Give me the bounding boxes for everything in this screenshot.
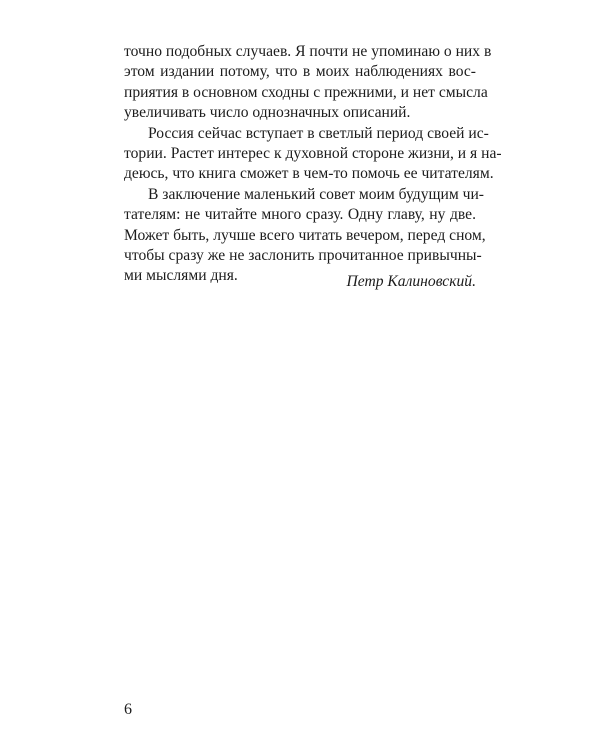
page-number: 6 (124, 701, 132, 718)
text-line: этом издании потому, что в моих наблюдениях вос- (124, 63, 476, 81)
text-line: тателям: не читайте много сразу. Одну главу, ну две. (124, 206, 476, 224)
text-line: Может быть, лучше всего читать вечером, перед сном, (124, 226, 486, 244)
text-line: Россия сейчас вступает в светлый период своей ис- (148, 124, 489, 142)
text-line: ми мыслями дня. (124, 267, 238, 285)
paragraph-1 (124, 42, 492, 124)
author-signature: Петр Калиновский. (346, 273, 476, 290)
body-text (124, 42, 502, 287)
text-line: чтобы сразу же не заслонить прочитанное привычны- (124, 247, 482, 265)
text-line: В заключение маленький совет моим будущим чи- (148, 185, 484, 203)
paragraph-2 (124, 124, 502, 185)
text-line: деюсь, что книга сможет в чем-то помочь ее читателям. (124, 165, 494, 183)
text-line: приятия в основном сходны с прежними, и нет смысла (124, 83, 488, 101)
text-line: точно подобных случаев. Я почти не упоминаю о них в (124, 43, 492, 60)
text-line: тории. Растет интерес к духовной стороне жизни, и я на- (124, 145, 502, 163)
text-line: увеличивать число однозначных описаний. (124, 104, 411, 122)
